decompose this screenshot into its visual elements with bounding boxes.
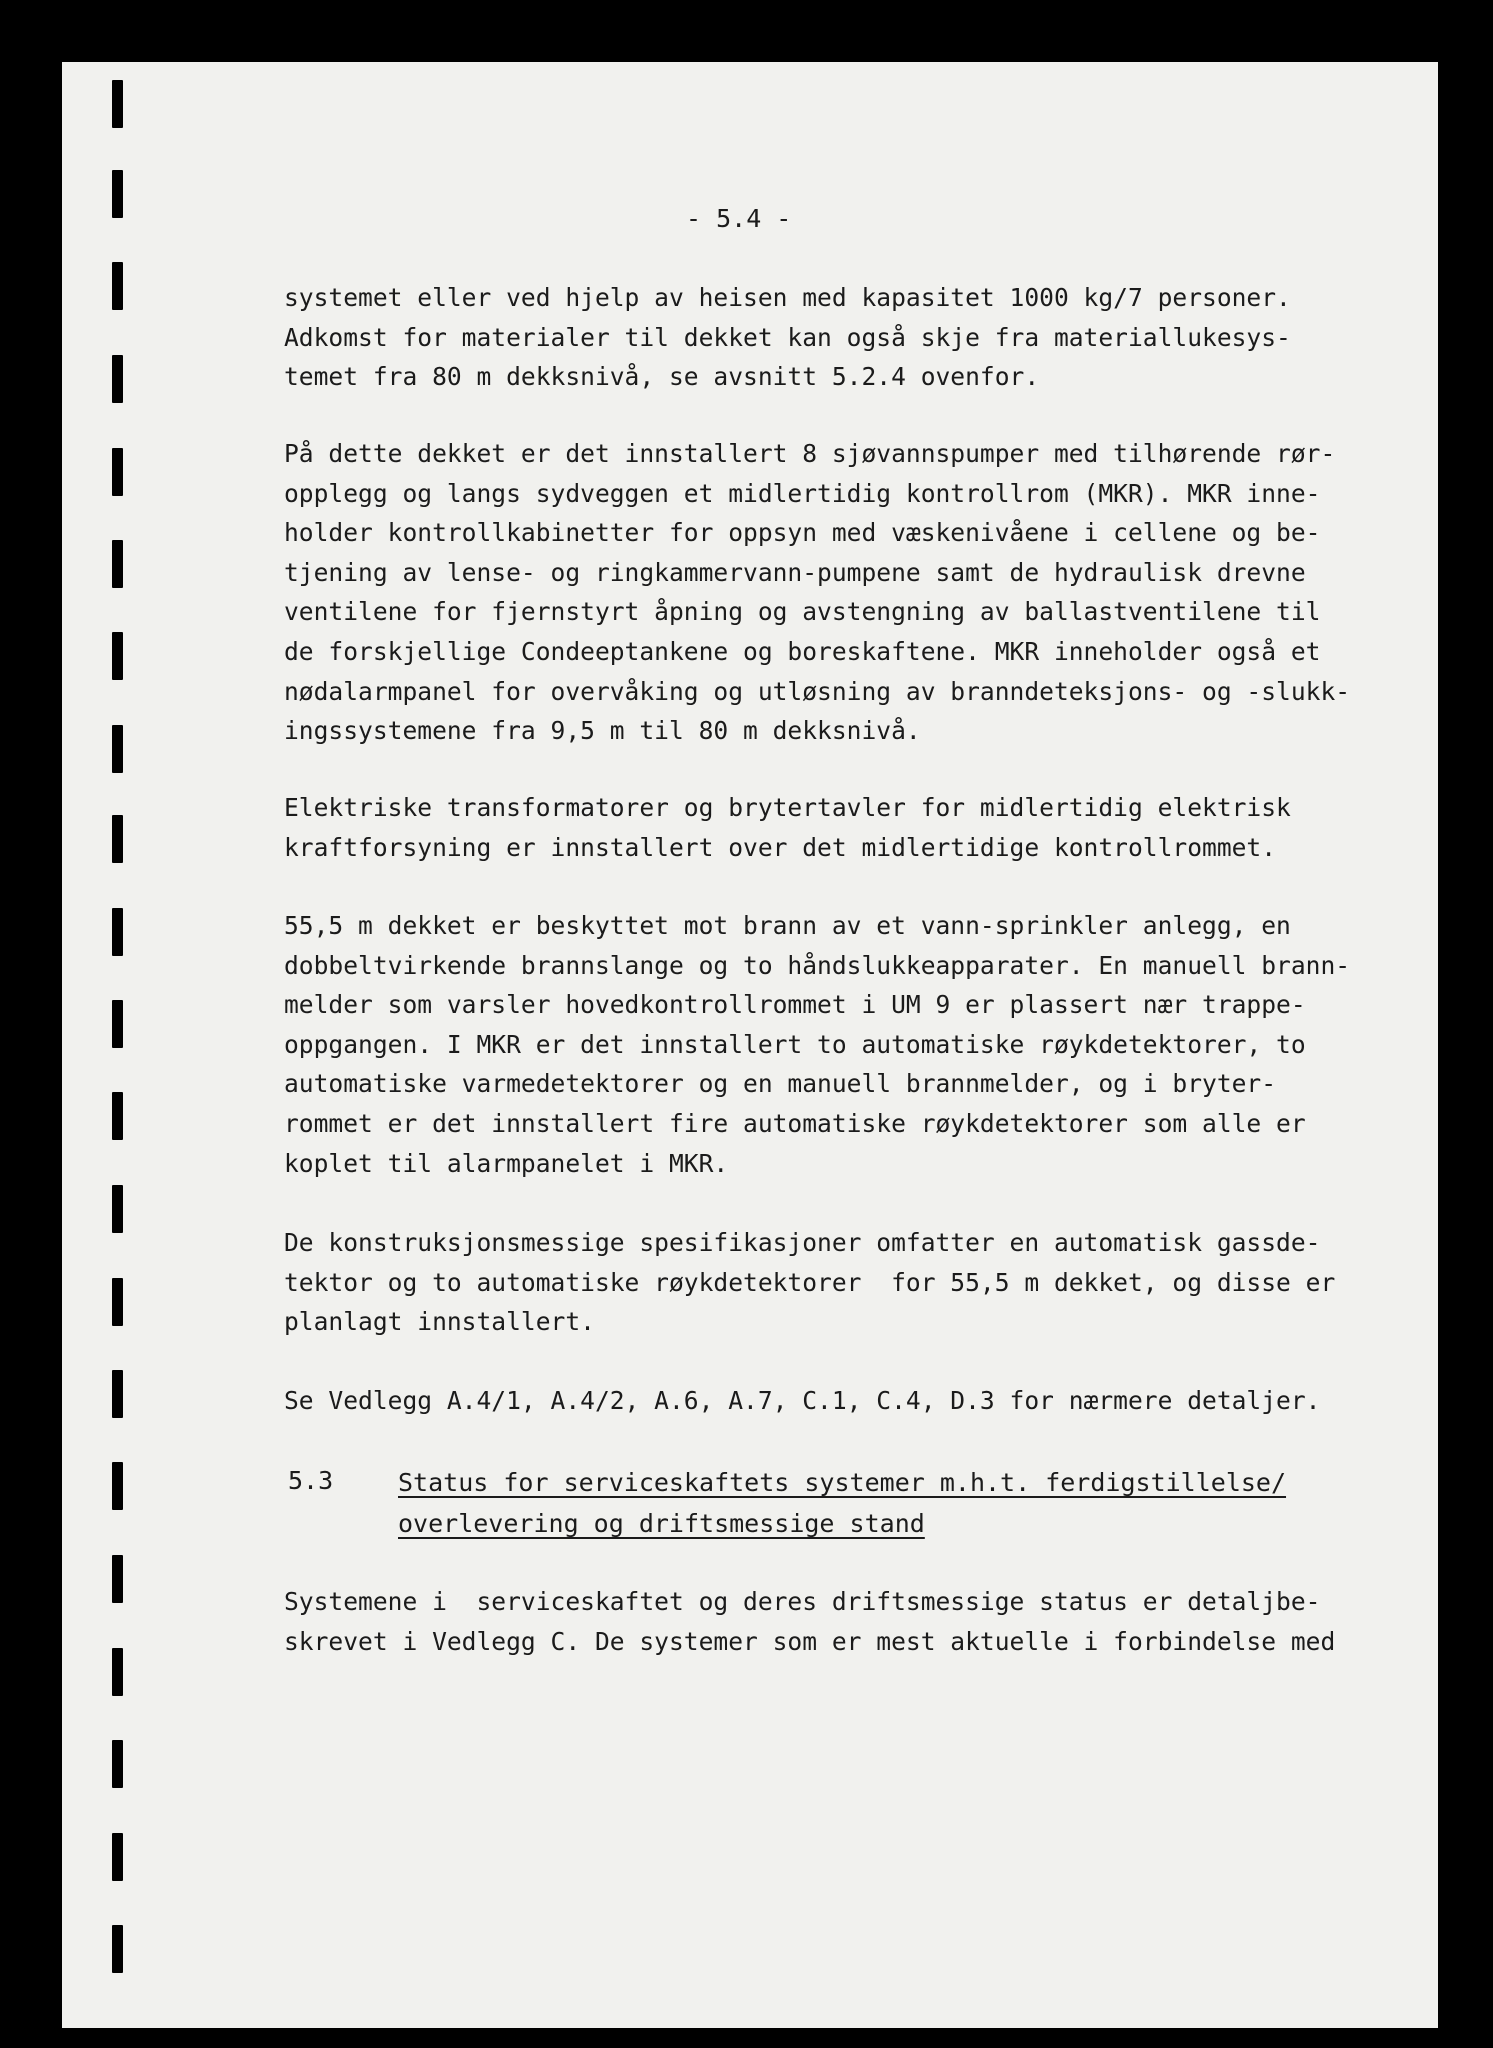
binding-hole	[112, 1925, 123, 1973]
text-line: melder som varsler hovedkontrollrommet i UM 9 er plassert nær trappe-	[284, 990, 1306, 1020]
paragraph-5	[284, 1223, 1335, 1342]
binding-hole	[112, 262, 123, 310]
section-number: 5.3	[288, 1466, 334, 1495]
section-title-line: Status for serviceskaftets systemer m.h.t. ferdigstillelse/	[398, 1468, 1287, 1497]
binding-hole	[112, 1648, 123, 1696]
text-line: nødalarmpanel for overvåking og utløsning av branndeteksjons- og -slukk-	[284, 676, 1351, 706]
text-line: Elektriske transformatorer og brytertavler for midlertidig elektrisk	[284, 793, 1291, 822]
binding-hole	[112, 1092, 123, 1140]
binding-hole	[112, 1833, 123, 1881]
binding-hole	[112, 170, 123, 218]
binding-hole	[112, 1462, 123, 1510]
binding-hole	[112, 1370, 123, 1418]
text-line: Se Vedlegg A.4/1, A.4/2, A.6, A.7, C.1, C.4, D.3 for nærmere detaljer.	[284, 1386, 1321, 1415]
text-line: temet fra 80 m dekksnivå, se avsnitt 5.2.4 ovenfor.	[284, 362, 1040, 392]
paragraph-2	[284, 434, 1350, 751]
binding-hole	[112, 80, 123, 128]
text-line: opplegg og langs sydveggen et midlertidig kontrollrom (MKR). MKR inne-	[284, 478, 1321, 508]
paragraph-1	[284, 278, 1291, 397]
text-line: Systemene i serviceskaftet og deres driftsmessige status er detaljbe-	[284, 1587, 1321, 1616]
page-number: - 5.4 -	[686, 204, 792, 233]
text-line: Adkomst for materialer til dekket kan også skje fra materiallukesys-	[284, 322, 1291, 352]
text-line: De konstruksjonsmessige spesifikasjoner omfatter en automatisk gassde-	[284, 1228, 1321, 1257]
binding-hole	[112, 1185, 123, 1233]
binding-hole	[112, 355, 123, 403]
text-line: tjening av lense- og ringkammervann-pumpene samt de hydraulisk drevne	[284, 557, 1306, 587]
binding-hole	[112, 725, 123, 773]
text-line: oppgangen. I MKR er det innstallert to automatiske røykdetektorer, to	[284, 1029, 1306, 1059]
binding-hole	[112, 815, 123, 863]
text-line: automatiske varmedetektorer og en manuell brannmelder, og i bryter-	[284, 1069, 1277, 1099]
text-line: systemet eller ved hjelp av heisen med kapasitet 1000 kg/7 personer.	[284, 283, 1291, 312]
text-line: tektor og to automatiske røykdetektorer for 55,5 m dekket, og disse er	[284, 1267, 1336, 1297]
text-line: koplet til alarmpanelet i MKR.	[284, 1148, 729, 1178]
binding-hole	[112, 632, 123, 680]
paragraph-6	[284, 1381, 1320, 1421]
text-line: rommet er det innstallert fire automatiske røykdetektorer som alle er	[284, 1108, 1306, 1138]
paragraph-3	[284, 788, 1291, 867]
text-line: 55,5 m dekket er beskyttet mot brann av et vann-sprinkler anlegg, en	[284, 911, 1291, 940]
binding-hole	[112, 908, 123, 956]
text-line: På dette dekket er det innstallert 8 sjøvannspumper med tilhørende rør-	[284, 439, 1336, 468]
binding-hole	[112, 1000, 123, 1048]
text-line: de forskjellige Condeeptankene og boreskaftene. MKR inneholder også et	[284, 636, 1321, 666]
text-line: holder kontrollkabinetter for oppsyn med væskenivåene i cellene og be-	[284, 518, 1321, 548]
text-line: ventilene for fjernstyrt åpning og avstengning av ballastventilene til	[284, 597, 1321, 627]
text-line: kraftforsyning er innstallert over det midlertidige kontrollrommet.	[284, 832, 1277, 862]
closing-paragraph	[284, 1582, 1335, 1661]
text-line: dobbeltvirkende brannslange og to håndslukkeapparater. En manuell brann-	[284, 950, 1351, 980]
text-line: ingssystemene fra 9,5 m til 80 m dekksnivå.	[284, 716, 921, 746]
section-title	[398, 1462, 1286, 1544]
text-line: skrevet i Vedlegg C. De systemer som er mest aktuelle i forbindelse med	[284, 1626, 1336, 1656]
binding-hole	[112, 540, 123, 588]
binding-hole	[112, 1555, 123, 1603]
paragraph-4	[284, 906, 1350, 1183]
text-line: planlagt innstallert.	[284, 1307, 595, 1337]
binding-hole	[112, 448, 123, 496]
binding-hole	[112, 1740, 123, 1788]
binding-holes	[0, 0, 62, 2048]
section-title-line: overlevering og driftsmessige stand	[398, 1509, 925, 1538]
binding-hole	[112, 1278, 123, 1326]
